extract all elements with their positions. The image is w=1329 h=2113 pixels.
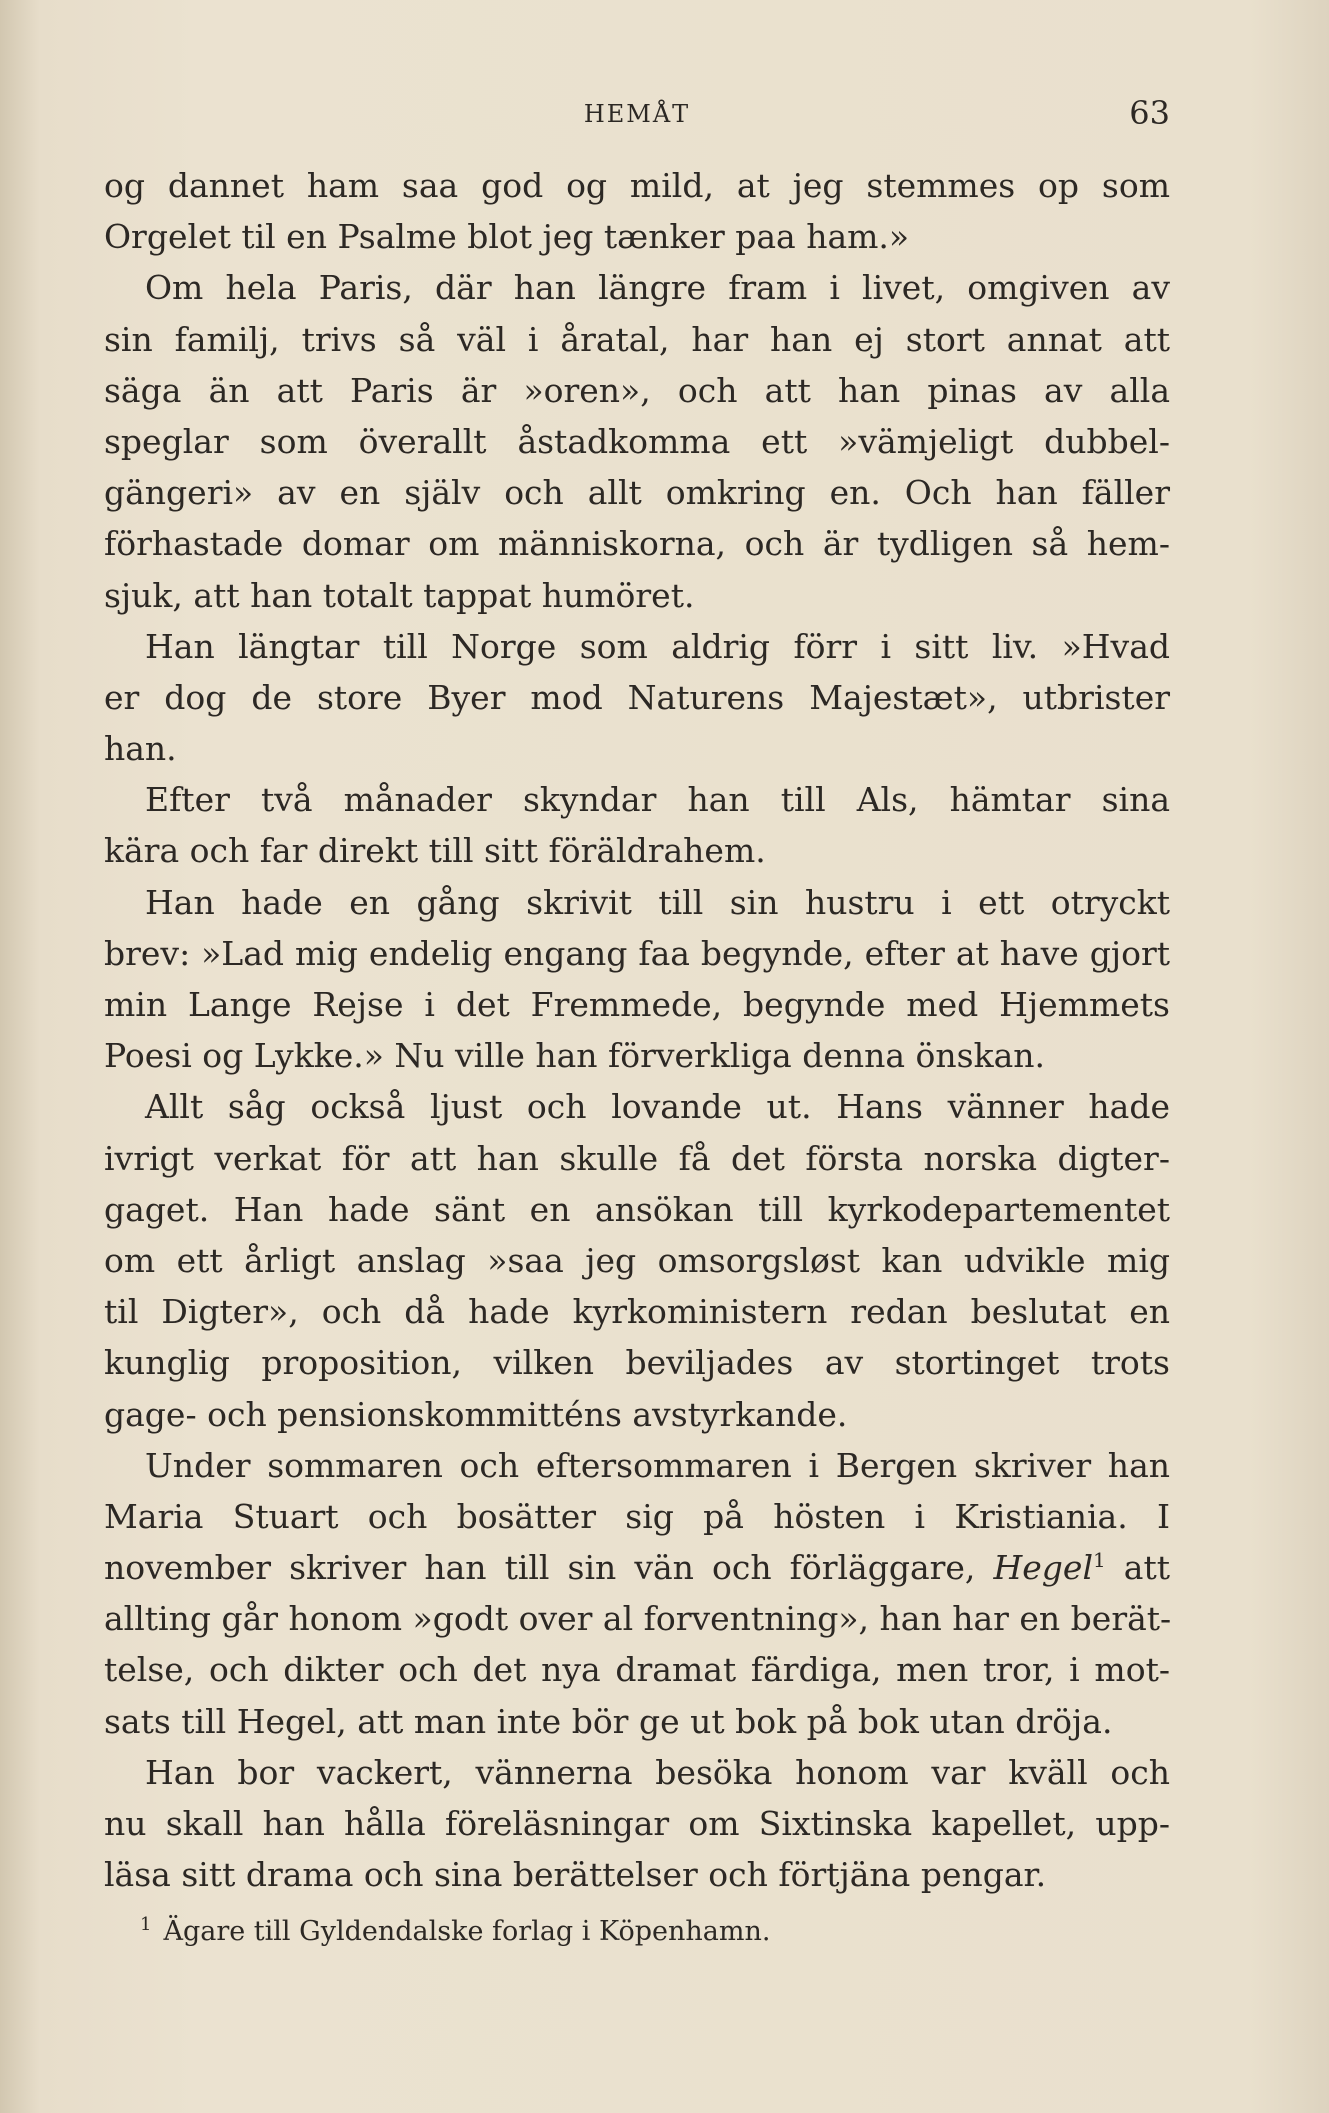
text-line: Han längtar till Norge som aldrig förr i sitt liv. »Hvad xyxy=(145,626,1170,666)
text-line: sjuk, att han totalt tappat humöret. xyxy=(104,575,695,615)
text-line: ivrigt verkat för att han skulle få det första norska digter- xyxy=(104,1138,1170,1178)
text-line-end: att xyxy=(1105,1548,1171,1588)
text-line: gaget. Han hade sänt en ansökan till kyrkodepartementet xyxy=(104,1189,1170,1229)
text-line: telse, och dikter och det nya dramat färdiga, men tror, i mot- xyxy=(104,1650,1170,1690)
text-line: han. xyxy=(104,729,177,769)
text-line: förhastade domar om människorna, och är tydligen så hem- xyxy=(104,524,1170,564)
text-line: min Lange Rejse i det Fremmede, begynde med Hjemmets xyxy=(104,985,1170,1024)
page-number: 63 xyxy=(1129,94,1170,132)
text-line: sin familj, trivs så väl i åratal, har han ej stort annat att xyxy=(104,319,1170,359)
text-line: Han hade en gång skrivit till sin hustru i ett otryckt xyxy=(145,882,1170,922)
text-line: gage- och pensionskommitténs avstyrkande. xyxy=(104,1394,848,1434)
text-line: speglar som överallt åstadkomma ett »vämjeligt dubbel- xyxy=(104,421,1170,461)
text-line: säga än att Paris är »oren», och att han pinas av alla xyxy=(104,370,1170,410)
text-line: Poesi og Lykke.» Nu ville han förverkliga denna önskan. xyxy=(104,1036,1045,1076)
text-line: nu skall han hålla föreläsningar om Sixtinska kapellet, upp- xyxy=(104,1804,1170,1843)
text-line-start: november skriver han till sin vän och förläggare, xyxy=(104,1548,976,1588)
text-line: Maria Stuart och bosätter sig på hösten i Kristiania. I xyxy=(104,1496,1170,1536)
text-line: Efter två månader skyndar han till Als, hämtar sina xyxy=(145,780,1170,820)
text-line: kunglig proposition, vilken beviljades av stortinget trots xyxy=(104,1343,1170,1383)
running-title: HEMÅT xyxy=(583,100,691,128)
hegel-name: Hegel xyxy=(993,1548,1094,1588)
text-line: allting går honom »godt over al forventning», han har en berät- xyxy=(104,1599,1172,1639)
text-line: brev: »Lad mig endelig engang faa begynde, efter at have gjort xyxy=(104,933,1170,973)
text-line: kära och far direkt till sitt föräldrahem. xyxy=(104,831,766,871)
text-line: til Digter», och då hade kyrkoministern redan beslutat en xyxy=(104,1292,1170,1332)
text-line: Om hela Paris, där han längre fram i livet, omgiven av xyxy=(145,268,1170,308)
text-line: gängeri» av en själv och allt omkring en. Och han fäller xyxy=(104,473,1170,513)
text-line: om ett årligt anslag »saa jeg omsorgsløst kan udvikle mig xyxy=(104,1240,1170,1280)
text-line: og dannet ham saa god og mild, at jeg stemmes op som xyxy=(104,166,1170,205)
text-line: er dog de store Byer mod Naturens Majestæt», utbrister xyxy=(104,677,1170,717)
text-line: Orgelet til en Psalme blot jeg tænker paa ham.» xyxy=(104,217,910,257)
text-line-with-footnote xyxy=(104,1542,1170,1593)
text-line: Han bor vackert, vännerna besöka honom var kväll och xyxy=(145,1752,1170,1792)
footnote xyxy=(140,1914,770,1947)
text-line: Under sommaren och eftersommaren i Bergen skriver han xyxy=(145,1445,1170,1485)
body-text xyxy=(104,160,1170,1900)
footnote-reference: 1 xyxy=(1093,1548,1106,1573)
footnote-number: 1 xyxy=(140,1914,152,1935)
text-line: Allt såg också ljust och lovande ut. Hans vänner hade xyxy=(145,1087,1170,1127)
running-head xyxy=(104,94,1170,134)
text-line: läsa sitt drama och sina berättelser och förtjäna pengar. xyxy=(104,1855,1047,1895)
text-line: sats till Hegel, att man inte bör ge ut bok på bok utan dröja. xyxy=(104,1701,1113,1741)
footnote-text: Ägare till Gyldendalske forlag i Köpenhamn. xyxy=(163,1916,771,1947)
